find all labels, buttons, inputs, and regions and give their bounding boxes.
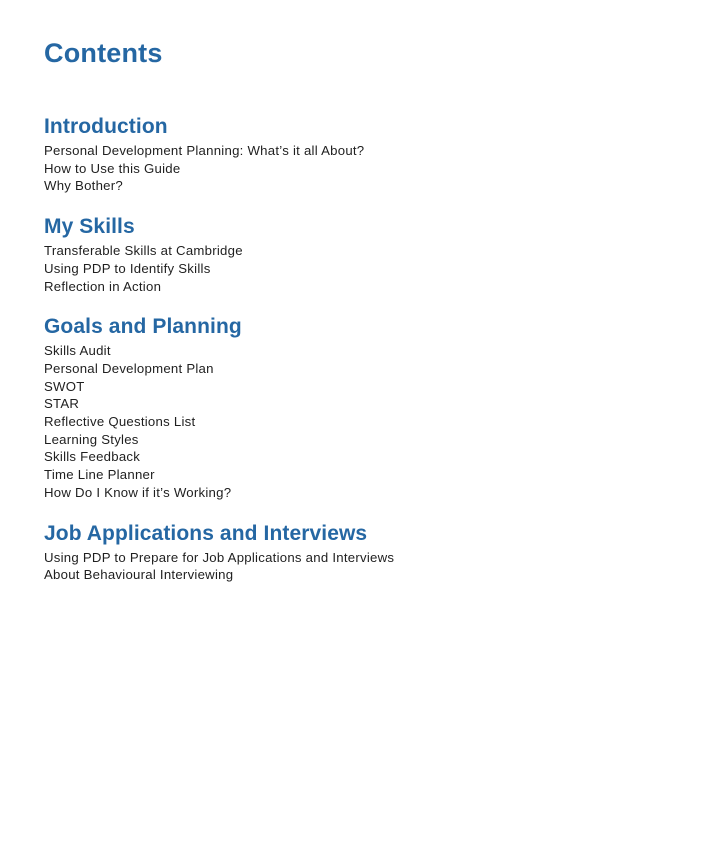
section-heading: Job Applications and Interviews [44, 521, 368, 545]
toc-item[interactable]: Using PDP to Identify Skills [44, 260, 211, 276]
toc-item[interactable]: Skills Feedback [44, 449, 141, 465]
toc-item[interactable]: Personal Development Planning: What’s it all About? [44, 143, 365, 158]
page-title: Contents [44, 38, 163, 68]
toc-item[interactable]: Time Line Planner [44, 467, 155, 483]
toc-item[interactable]: Transferable Skills at Cambridge [44, 243, 243, 259]
section-heading: Introduction [44, 115, 168, 138]
section-my-skills [44, 214, 684, 295]
section-job-applications-and-interviews [44, 521, 684, 584]
toc-item[interactable]: Personal Development Plan [44, 360, 214, 376]
toc-item[interactable]: How Do I Know if it’s Working? [44, 484, 232, 500]
section-heading: Goals and Planning [44, 315, 242, 339]
toc-item[interactable]: Why Bother? [44, 178, 123, 194]
contents-page [44, 36, 684, 603]
toc-item[interactable]: Skills Audit [44, 343, 111, 359]
toc-item[interactable]: STAR [44, 396, 80, 412]
toc-item[interactable]: About Behavioural Interviewing [44, 567, 234, 583]
toc-item[interactable]: Reflective Questions List [44, 414, 196, 430]
toc-item[interactable]: Using PDP to Prepare for Job Applications and Interviews [44, 549, 395, 565]
section-goals-and-planning [44, 314, 684, 501]
toc-item[interactable]: How to Use this Guide [44, 160, 181, 176]
toc-item[interactable]: SWOT [44, 378, 85, 394]
toc-item[interactable]: Learning Styles [44, 431, 139, 447]
section-heading: My Skills [44, 215, 135, 239]
section-introduction [44, 114, 684, 195]
toc-item[interactable]: Reflection in Action [44, 278, 162, 294]
